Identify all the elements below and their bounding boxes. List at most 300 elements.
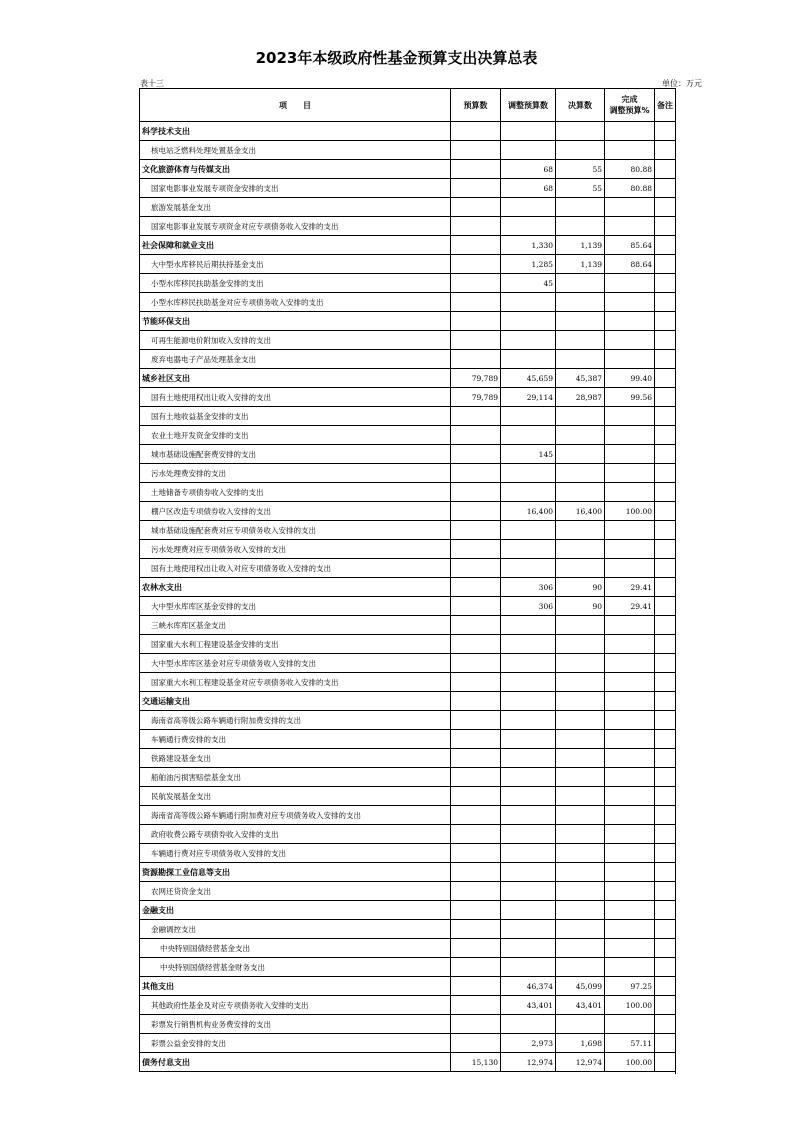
row-budget xyxy=(451,939,501,958)
row-adjusted xyxy=(501,483,556,502)
row-final: 55 xyxy=(556,179,605,198)
row-adjusted xyxy=(501,350,556,369)
row-budget xyxy=(451,521,501,540)
row-name: 海南省高等级公路车辆通行附加费对应专项债务收入安排的支出 xyxy=(140,806,451,825)
row-adjusted xyxy=(501,749,556,768)
row-pct xyxy=(605,464,655,483)
row-adjusted: 145 xyxy=(501,445,556,464)
table-row xyxy=(140,939,676,958)
row-final: 45,387 xyxy=(556,369,605,388)
row-pct xyxy=(605,540,655,559)
row-name: 小型水库移民扶助基金安排的支出 xyxy=(140,274,451,293)
row-remark xyxy=(655,331,676,350)
row-remark xyxy=(655,1034,676,1053)
row-budget: 79,789 xyxy=(451,369,501,388)
page-title: 2023年本级政府性基金预算支出决算总表 xyxy=(255,49,538,67)
header-adjusted: 调整预算数 xyxy=(501,89,556,122)
row-name: 城市基础设施配套费对应专项债务收入安排的支出 xyxy=(140,521,451,540)
row-final xyxy=(556,958,605,977)
table-row xyxy=(140,825,676,844)
row-remark xyxy=(655,578,676,597)
row-adjusted: 45,659 xyxy=(501,369,556,388)
row-remark xyxy=(655,540,676,559)
row-pct xyxy=(605,350,655,369)
row-budget xyxy=(451,255,501,274)
table-row xyxy=(140,673,676,692)
row-final xyxy=(556,426,605,445)
row-pct xyxy=(605,711,655,730)
row-remark xyxy=(655,369,676,388)
table-body xyxy=(140,122,676,1072)
row-final xyxy=(556,540,605,559)
row-budget xyxy=(451,920,501,939)
category-row xyxy=(140,160,676,179)
row-remark xyxy=(655,141,676,160)
row-adjusted xyxy=(501,141,556,160)
row-remark xyxy=(655,407,676,426)
row-budget xyxy=(451,1034,501,1053)
row-name: 废弃电器电子产品处理基金支出 xyxy=(140,350,451,369)
row-pct xyxy=(605,920,655,939)
row-remark xyxy=(655,1053,676,1072)
row-budget xyxy=(451,122,501,141)
row-name: 国有土地收益基金安排的支出 xyxy=(140,407,451,426)
row-final xyxy=(556,939,605,958)
row-adjusted xyxy=(501,787,556,806)
table-row xyxy=(140,407,676,426)
row-name: 国家电影事业发展专项资金安排的支出 xyxy=(140,179,451,198)
row-name: 国家重大水利工程建设基金对应专项债务收入安排的支出 xyxy=(140,673,451,692)
row-final xyxy=(556,844,605,863)
row-budget xyxy=(451,445,501,464)
row-adjusted: 16,400 xyxy=(501,502,556,521)
row-budget xyxy=(451,464,501,483)
header-completion-line2: 调整预算% xyxy=(609,106,650,115)
table-row xyxy=(140,844,676,863)
row-final xyxy=(556,787,605,806)
row-adjusted xyxy=(501,540,556,559)
row-remark xyxy=(655,616,676,635)
row-pct: 80.88 xyxy=(605,179,655,198)
row-pct xyxy=(605,521,655,540)
row-budget xyxy=(451,502,501,521)
row-adjusted: 68 xyxy=(501,160,556,179)
row-final: 16,400 xyxy=(556,502,605,521)
table-row xyxy=(140,483,676,502)
table-row xyxy=(140,255,676,274)
row-remark xyxy=(655,749,676,768)
row-remark xyxy=(655,464,676,483)
table-row xyxy=(140,141,676,160)
row-remark xyxy=(655,274,676,293)
row-budget xyxy=(451,407,501,426)
row-budget xyxy=(451,236,501,255)
row-name: 农业土地开发资金安排的支出 xyxy=(140,426,451,445)
row-remark xyxy=(655,198,676,217)
row-budget xyxy=(451,141,501,160)
row-remark xyxy=(655,939,676,958)
table-row xyxy=(140,635,676,654)
row-final: 1,139 xyxy=(556,255,605,274)
row-final: 28,987 xyxy=(556,388,605,407)
row-budget xyxy=(451,331,501,350)
row-budget xyxy=(451,483,501,502)
row-name: 土地储备专项债券收入安排的支出 xyxy=(140,483,451,502)
row-pct: 99.40 xyxy=(605,369,655,388)
table-row xyxy=(140,540,676,559)
row-budget xyxy=(451,654,501,673)
row-remark xyxy=(655,350,676,369)
row-final xyxy=(556,559,605,578)
table-row xyxy=(140,350,676,369)
row-remark xyxy=(655,882,676,901)
row-budget xyxy=(451,863,501,882)
row-remark xyxy=(655,730,676,749)
row-adjusted xyxy=(501,939,556,958)
table-row xyxy=(140,749,676,768)
table-row xyxy=(140,217,676,236)
row-pct xyxy=(605,616,655,635)
row-budget xyxy=(451,977,501,996)
row-adjusted xyxy=(501,901,556,920)
row-remark xyxy=(655,1015,676,1034)
row-name: 社会保障和就业支出 xyxy=(140,236,451,255)
row-final: 55 xyxy=(556,160,605,179)
row-name: 其他支出 xyxy=(140,977,451,996)
row-adjusted: 45 xyxy=(501,274,556,293)
row-adjusted xyxy=(501,407,556,426)
category-row xyxy=(140,1053,676,1072)
row-budget xyxy=(451,958,501,977)
row-remark xyxy=(655,597,676,616)
row-adjusted xyxy=(501,692,556,711)
row-remark xyxy=(655,977,676,996)
row-budget xyxy=(451,882,501,901)
table-row xyxy=(140,996,676,1015)
row-budget xyxy=(451,198,501,217)
row-name: 城乡社区支出 xyxy=(140,369,451,388)
table-row xyxy=(140,179,676,198)
table-row xyxy=(140,445,676,464)
row-name: 海南省高等级公路车辆通行附加费安排的支出 xyxy=(140,711,451,730)
row-pct xyxy=(605,806,655,825)
row-final xyxy=(556,445,605,464)
row-remark xyxy=(655,654,676,673)
row-pct xyxy=(605,863,655,882)
row-remark xyxy=(655,160,676,179)
row-name: 城市基础设施配套费安排的支出 xyxy=(140,445,451,464)
category-row xyxy=(140,122,676,141)
row-name: 污水处理费对应专项债务收入安排的支出 xyxy=(140,540,451,559)
row-name: 金融支出 xyxy=(140,901,451,920)
row-pct xyxy=(605,939,655,958)
header-completion xyxy=(605,89,655,122)
row-name: 三峡水库库区基金支出 xyxy=(140,616,451,635)
row-remark xyxy=(655,312,676,331)
row-remark xyxy=(655,635,676,654)
row-name: 小型水库移民扶助基金对应专项债务收入安排的支出 xyxy=(140,293,451,312)
row-pct xyxy=(605,274,655,293)
row-pct xyxy=(605,293,655,312)
row-budget xyxy=(451,616,501,635)
row-adjusted xyxy=(501,293,556,312)
category-row xyxy=(140,901,676,920)
row-adjusted: 2,973 xyxy=(501,1034,556,1053)
table-row xyxy=(140,293,676,312)
row-final xyxy=(556,616,605,635)
row-budget xyxy=(451,692,501,711)
row-remark xyxy=(655,768,676,787)
row-remark xyxy=(655,806,676,825)
row-final xyxy=(556,673,605,692)
row-name: 金融调控支出 xyxy=(140,920,451,939)
row-budget xyxy=(451,426,501,445)
row-final xyxy=(556,654,605,673)
row-remark xyxy=(655,559,676,578)
row-name: 大中型水库库区基金对应专项债务收入安排的支出 xyxy=(140,654,451,673)
row-adjusted: 1,285 xyxy=(501,255,556,274)
row-pct xyxy=(605,749,655,768)
row-remark xyxy=(655,445,676,464)
row-name: 旅游发展基金支出 xyxy=(140,198,451,217)
row-final xyxy=(556,730,605,749)
row-final xyxy=(556,141,605,160)
row-adjusted: 68 xyxy=(501,179,556,198)
row-final xyxy=(556,331,605,350)
row-remark xyxy=(655,502,676,521)
header-row xyxy=(140,89,676,122)
row-adjusted xyxy=(501,844,556,863)
row-final xyxy=(556,407,605,426)
row-name: 国有土地使用权出让收入安排的支出 xyxy=(140,388,451,407)
row-pct xyxy=(605,141,655,160)
row-remark xyxy=(655,122,676,141)
row-name: 核电站乏燃料处理处置基金支出 xyxy=(140,141,451,160)
row-remark xyxy=(655,711,676,730)
row-name: 民航发展基金支出 xyxy=(140,787,451,806)
row-pct xyxy=(605,882,655,901)
row-adjusted xyxy=(501,217,556,236)
row-final xyxy=(556,274,605,293)
row-adjusted: 46,374 xyxy=(501,977,556,996)
table-number: 表十三 xyxy=(140,79,164,88)
row-adjusted xyxy=(501,559,556,578)
row-name: 车辆通行费安排的支出 xyxy=(140,730,451,749)
table-row xyxy=(140,711,676,730)
row-name: 中央特别国债经营基金财务支出 xyxy=(140,958,451,977)
row-final: 12,974 xyxy=(556,1053,605,1072)
row-budget xyxy=(451,540,501,559)
row-pct: 85.64 xyxy=(605,236,655,255)
row-name: 中央特别国债经营基金支出 xyxy=(140,939,451,958)
header-budget: 预算数 xyxy=(451,89,501,122)
row-adjusted: 306 xyxy=(501,578,556,597)
row-adjusted xyxy=(501,426,556,445)
row-name: 国家重大水利工程建设基金安排的支出 xyxy=(140,635,451,654)
row-pct xyxy=(605,692,655,711)
row-final xyxy=(556,920,605,939)
row-budget xyxy=(451,559,501,578)
row-remark xyxy=(655,483,676,502)
row-pct: 100.00 xyxy=(605,1053,655,1072)
row-remark xyxy=(655,388,676,407)
row-name: 污水处理费安排的支出 xyxy=(140,464,451,483)
row-final: 90 xyxy=(556,578,605,597)
table-row xyxy=(140,464,676,483)
row-adjusted xyxy=(501,331,556,350)
row-pct xyxy=(605,198,655,217)
row-name: 交通运输支出 xyxy=(140,692,451,711)
row-final xyxy=(556,806,605,825)
row-budget xyxy=(451,597,501,616)
row-final: 1,698 xyxy=(556,1034,605,1053)
row-adjusted xyxy=(501,312,556,331)
row-final xyxy=(556,692,605,711)
row-pct xyxy=(605,730,655,749)
row-pct xyxy=(605,312,655,331)
row-budget xyxy=(451,578,501,597)
row-final xyxy=(556,483,605,502)
row-budget xyxy=(451,711,501,730)
row-adjusted xyxy=(501,768,556,787)
row-pct xyxy=(605,635,655,654)
row-remark xyxy=(655,217,676,236)
row-name: 政府收费公路专项债券收入安排的支出 xyxy=(140,825,451,844)
row-name: 债务付息支出 xyxy=(140,1053,451,1072)
table-row xyxy=(140,559,676,578)
header-remark: 备注 xyxy=(655,89,676,122)
row-pct: 100.00 xyxy=(605,502,655,521)
row-budget xyxy=(451,635,501,654)
row-budget xyxy=(451,787,501,806)
row-final: 43,401 xyxy=(556,996,605,1015)
row-adjusted: 306 xyxy=(501,597,556,616)
row-remark xyxy=(655,673,676,692)
row-pct xyxy=(605,331,655,350)
table-row xyxy=(140,882,676,901)
row-name: 彩票发行销售机构业务费安排的支出 xyxy=(140,1015,451,1034)
row-name: 彩票公益金安排的支出 xyxy=(140,1034,451,1053)
row-name: 棚户区改造专项债券收入安排的支出 xyxy=(140,502,451,521)
row-adjusted xyxy=(501,198,556,217)
row-name: 其他政府性基金及对应专项债务收入安排的支出 xyxy=(140,996,451,1015)
category-row xyxy=(140,312,676,331)
row-adjusted xyxy=(501,806,556,825)
row-adjusted xyxy=(501,616,556,635)
row-final xyxy=(556,749,605,768)
table-row xyxy=(140,521,676,540)
row-final xyxy=(556,350,605,369)
unit-label: 单位：万元 xyxy=(662,79,702,88)
row-adjusted xyxy=(501,882,556,901)
category-row xyxy=(140,578,676,597)
row-pct: 99.56 xyxy=(605,388,655,407)
row-final xyxy=(556,217,605,236)
row-pct xyxy=(605,426,655,445)
row-name: 文化旅游体育与传媒支出 xyxy=(140,160,451,179)
row-pct xyxy=(605,483,655,502)
row-remark xyxy=(655,901,676,920)
row-name: 车辆通行费对应专项债务收入安排的支出 xyxy=(140,844,451,863)
row-budget xyxy=(451,274,501,293)
row-name: 科学技术支出 xyxy=(140,122,451,141)
row-adjusted xyxy=(501,730,556,749)
row-budget xyxy=(451,844,501,863)
table-row xyxy=(140,198,676,217)
row-final xyxy=(556,863,605,882)
row-final xyxy=(556,1015,605,1034)
row-remark xyxy=(655,787,676,806)
row-pct xyxy=(605,844,655,863)
table-row xyxy=(140,426,676,445)
row-remark xyxy=(655,863,676,882)
row-budget xyxy=(451,217,501,236)
row-budget xyxy=(451,293,501,312)
row-adjusted xyxy=(501,464,556,483)
row-pct xyxy=(605,445,655,464)
row-pct: 57.11 xyxy=(605,1034,655,1053)
table-row xyxy=(140,730,676,749)
row-final xyxy=(556,521,605,540)
row-pct xyxy=(605,901,655,920)
category-row xyxy=(140,236,676,255)
row-budget xyxy=(451,312,501,331)
row-pct: 100.00 xyxy=(605,996,655,1015)
row-final xyxy=(556,882,605,901)
row-pct: 97.25 xyxy=(605,977,655,996)
row-adjusted xyxy=(501,825,556,844)
row-pct xyxy=(605,654,655,673)
row-adjusted: 12,974 xyxy=(501,1053,556,1072)
row-remark xyxy=(655,996,676,1015)
category-row xyxy=(140,369,676,388)
row-budget: 79,789 xyxy=(451,388,501,407)
row-remark xyxy=(655,179,676,198)
row-budget xyxy=(451,825,501,844)
row-adjusted xyxy=(501,654,556,673)
table-row xyxy=(140,616,676,635)
row-adjusted: 1,330 xyxy=(501,236,556,255)
row-budget xyxy=(451,179,501,198)
row-budget xyxy=(451,350,501,369)
table-row xyxy=(140,768,676,787)
row-budget xyxy=(451,673,501,692)
row-final xyxy=(556,293,605,312)
row-pct xyxy=(605,825,655,844)
row-pct: 80.88 xyxy=(605,160,655,179)
table-row xyxy=(140,920,676,939)
row-remark xyxy=(655,426,676,445)
row-pct xyxy=(605,122,655,141)
row-final: 1,139 xyxy=(556,236,605,255)
row-name: 农林水支出 xyxy=(140,578,451,597)
row-final xyxy=(556,901,605,920)
row-budget xyxy=(451,730,501,749)
row-final xyxy=(556,768,605,787)
row-budget xyxy=(451,806,501,825)
row-pct xyxy=(605,1015,655,1034)
table-row xyxy=(140,274,676,293)
table-row xyxy=(140,654,676,673)
table-row xyxy=(140,502,676,521)
table-row xyxy=(140,1034,676,1053)
row-final xyxy=(556,464,605,483)
row-budget xyxy=(451,996,501,1015)
header-item: 项 目 xyxy=(140,89,451,122)
row-final xyxy=(556,711,605,730)
row-final xyxy=(556,198,605,217)
row-adjusted xyxy=(501,711,556,730)
